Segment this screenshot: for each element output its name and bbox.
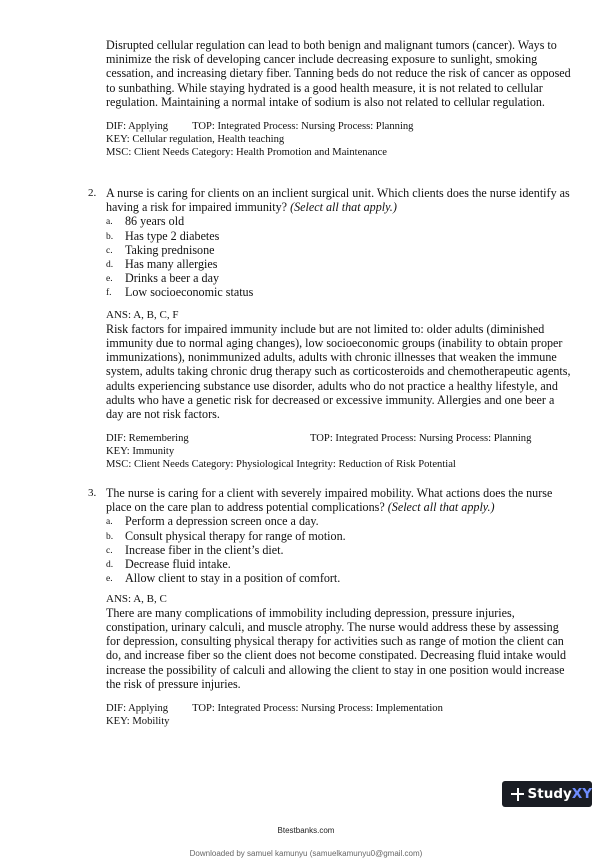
option-a: a. 86 years old — [106, 214, 185, 229]
option-a: a. Perform a depression screen once a day. — [106, 514, 319, 529]
q3-top: TOP: Integrated Process: Nursing Process: Implementation — [192, 703, 443, 715]
question-number: 2. — [88, 187, 97, 199]
q2-dif: DIF: Remembering — [106, 433, 189, 445]
q1-rationale: Disrupted cellular regulation can lead to both benign and malignant tumors (cancer). Ways to minimize the risk of developing cancer include decreasing exposure to sunlight, smoking cessation, and increasing dietary fiber. Tanning beds do not reduce the risk of cancer as opposed to sunbathing. While staying hydrated is a good health measure, it is not related to cellular regulation. Maintaining a normal intake of sodium is also not related to cellular regulation. — [106, 38, 571, 109]
q1-msc: MSC: Client Needs Category: Health Promotion and Maintenance — [106, 146, 387, 158]
option-f: f. Low socioeconomic status — [106, 285, 254, 300]
option-c: c. Taking prednisone — [106, 242, 215, 257]
option-e: e. Allow client to stay in a position of comfort. — [106, 571, 341, 586]
q2-ans: ANS: A, B, C, F — [106, 309, 179, 321]
q3-answer-block — [106, 593, 574, 729]
studyxy-badge[interactable] — [502, 781, 592, 807]
q1-key: KEY: Cellular regulation, Health teaching — [106, 133, 285, 145]
q1-dif: DIF: Applying — [106, 121, 169, 133]
option-b: b. Consult physical therapy for range of motion. — [106, 528, 346, 543]
option-b: b. Has type 2 diabetes — [106, 228, 220, 243]
footer-site: Btestbanks.com — [277, 826, 335, 835]
footer-download-notice: Downloaded by samuel kamunyu (samuelkamunyu0@gmail.com) — [189, 849, 423, 858]
question-3 — [88, 486, 574, 585]
option-e: e. Drinks a beer a day — [106, 271, 220, 286]
question-number: 3. — [88, 487, 97, 499]
q3-ans: ANS: A, B, C — [106, 593, 167, 605]
answer-options — [106, 214, 574, 299]
option-d: d. Decrease fluid intake. — [106, 557, 231, 572]
q3-key: KEY: Mobility — [106, 715, 170, 727]
question-2 — [88, 186, 574, 300]
q2-meta — [106, 433, 574, 471]
badge-text: StudyXY — [527, 786, 592, 802]
q2-top: TOP: Integrated Process: Nursing Process: Planning — [310, 433, 532, 445]
plus-icon — [511, 788, 522, 801]
question-stem: A nurse is caring for clients on an inclient surgical unit. Which clients does the nurse identify as having a risk for impaired immunity? (Select all that apply.) — [106, 186, 570, 215]
q3-meta — [106, 703, 574, 729]
q1-meta — [106, 121, 574, 159]
q2-msc: MSC: Client Needs Category: Physiological Integrity: Reduction of Risk Potential — [106, 458, 456, 470]
answer-options — [106, 514, 574, 585]
q2-rationale: Risk factors for impaired immunity include but are not limited to: older adults (diminished immunity due to normal aging changes), low socioeconomic groups (inability to obtain proper immunizations), nonimmunized adults, adults with chronic illnesses that weaken the immune system, adults taking chronic drug therapy such as corticosteroids and chemotherapeutic agents, adults experiencing substance use disorder, adults who do not practice a healthy lifestyle, and adults who have a genetic risk for decreased or excessive immunity. Allergies and one beer a day are not risk factors. — [106, 321, 571, 422]
option-d: d. Has many allergies — [106, 257, 218, 272]
q2-key: KEY: Immunity — [106, 446, 175, 458]
q1-top: TOP: Integrated Process: Nursing Process: Planning — [192, 121, 414, 133]
q3-dif: DIF: Applying — [106, 703, 169, 715]
q1-rationale-block — [106, 38, 574, 159]
q2-answer-block — [106, 309, 574, 472]
q3-rationale: There are many complications of immobility including depression, pressure injuries, constipation, urinary calculi, and muscle atrophy. The nurse would address these by assessing for depression, consulting physical therapy for activities such as range of motion the client can do, and increase fiber so the client does not become constipated. Decreasing fluid intake would increase the possibility of calculi and allowing the client to stay in one position would increase the risk of pressure injuries. — [106, 605, 567, 691]
option-c: c. Increase fiber in the client’s diet. — [106, 542, 284, 557]
question-stem: The nurse is caring for a client with severely impaired mobility. What actions does the nurse place on the care plan to address potential complications? (Select all that apply.) — [106, 486, 553, 515]
